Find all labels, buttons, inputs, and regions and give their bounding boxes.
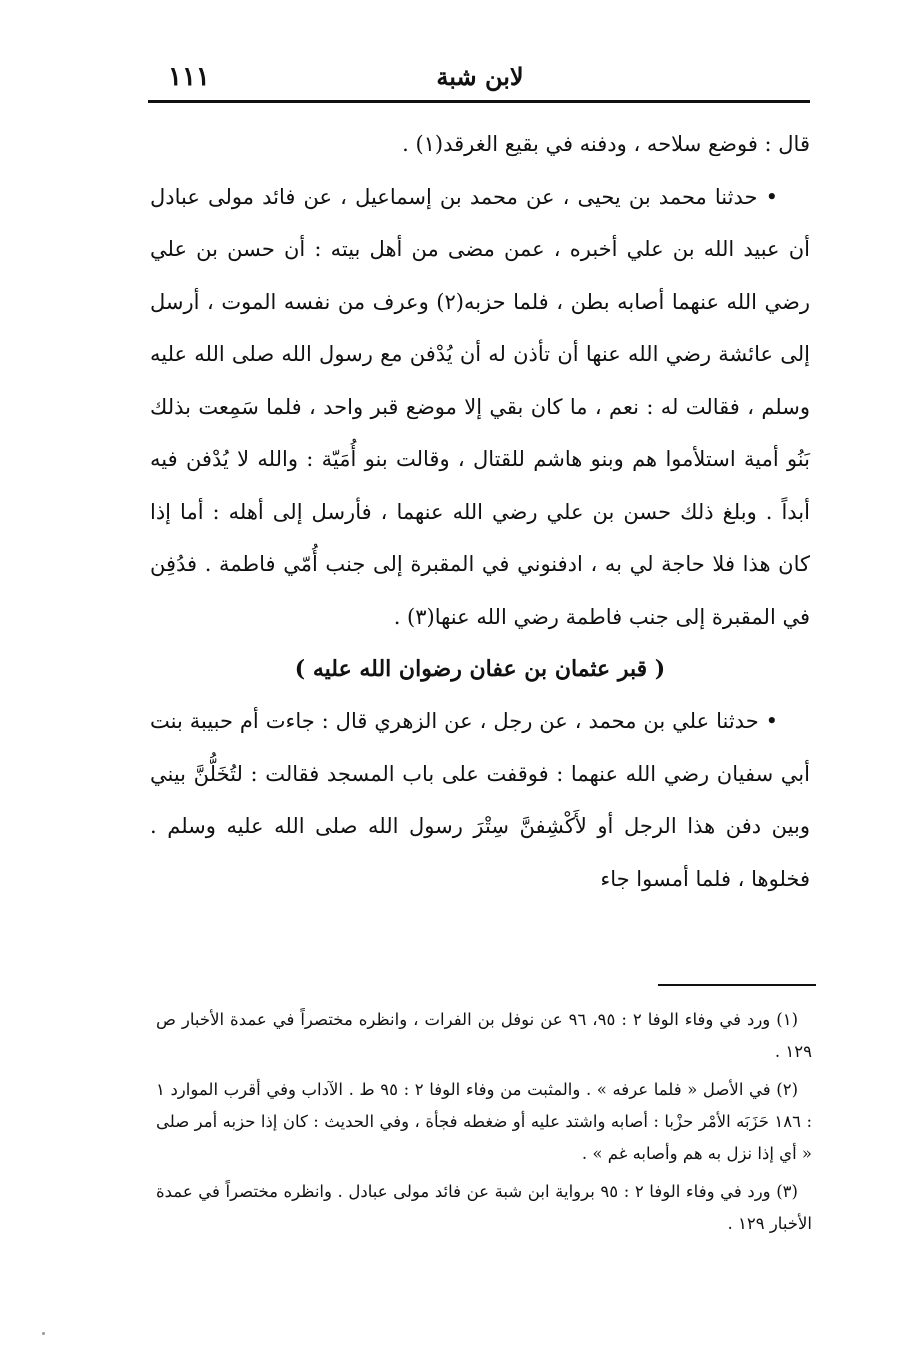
footnote-1: (١) ورد في وفاء الوفا ٢ : ٩٥، ٩٦ عن نوفل بن الفرات ، وانظره مختصراً في عمدة الأخبار ص ١٢٩ .: [156, 1010, 812, 1061]
footnote-3: (٣) ورد في وفاء الوفا ٢ : ٩٥ برواية ابن شبة عن فائد مولى عبادل . وانظره مختصراً في عمدة الأخبار ١٢٩ .: [156, 1182, 812, 1233]
footnote-rule: [658, 984, 816, 986]
main-text: [150, 118, 810, 905]
running-title: لابن شبة: [436, 62, 524, 91]
footnotes: [156, 1004, 812, 1246]
paragraph-uthman-burial: • حدثنا علي بن محمد ، عن رجل ، عن الزهري قال : جاءت أم حبيبة بنت أبي سفيان رضي الله عنهما : فوقفت على باب المسجد فقالت : لتُخَلُّنَّ بيني وبين دفن هذا الرجل أو لأَكْشِفنَّ سِتْرَ رسول الله صلى الله عليه وسلم . فخلوها ، فلما أمسوا جاء: [150, 709, 810, 891]
page-number: ١١١: [168, 62, 210, 92]
header-rule: [148, 100, 810, 103]
footnote-2: (٢) في الأصل « فلما عرفه » . والمثبت من وفاء الوفا ٢ : ٩٥ ط . الآداب وفي أقرب الموارد ١ : ١٨٦ حَزَبَه الأمْر حزْبا : أصابه واشتد عليه أو ضغطه فجأة ، وفي الحديث : كان إذا حزبه أمر صلى « أي إذا نزل به هم وأصابه غم » .: [156, 1080, 813, 1163]
page-header: [150, 58, 810, 102]
section-heading: ( قبر عثمان بن عفان رضوان الله عليه ): [294, 656, 666, 682]
scan-speck: [42, 1332, 45, 1335]
paragraph-continuation: قال : فوضع سلاحه ، ودفنه في بقيع الغرقد(١) .: [402, 132, 810, 156]
paragraph-hasan-burial: • حدثنا محمد بن يحيى ، عن محمد بن إسماعيل ، عن فائد مولى عبادل أن عبيد الله بن علي أخبره ، عمن مضى من أهل بيته : أن حسن بن علي رضي الله عنهما أصابه بطن ، فلما حزبه(٢) وعرف من نفسه الموت ، أرسل إلى عائشة رضي الله عنها أن تأذن له أن يُدْفن مع رسول الله صلى الله عليه وسلم ، فقالت له : نعم ، ما كان بقي إلا موضع قبر واحد ، فلما سَمِعت بذلك بَنُو أمية استلأموا هم وبنو هاشم للقتال ، وقالت بنو أُمَيّة : والله لا يُدْفن فيه أبداً . وبلغ ذلك حسن بن علي رضي الله عنهما ، فأرسل إلى أهله : أما إذا كان هذا فلا حاجة لي به ، ادفنوني في المقبرة إلى جنب أُمّي فاطمة . فدُفِن في المقبرة إلى جنب فاطمة رضي الله عنها(٣) .: [150, 184, 810, 629]
